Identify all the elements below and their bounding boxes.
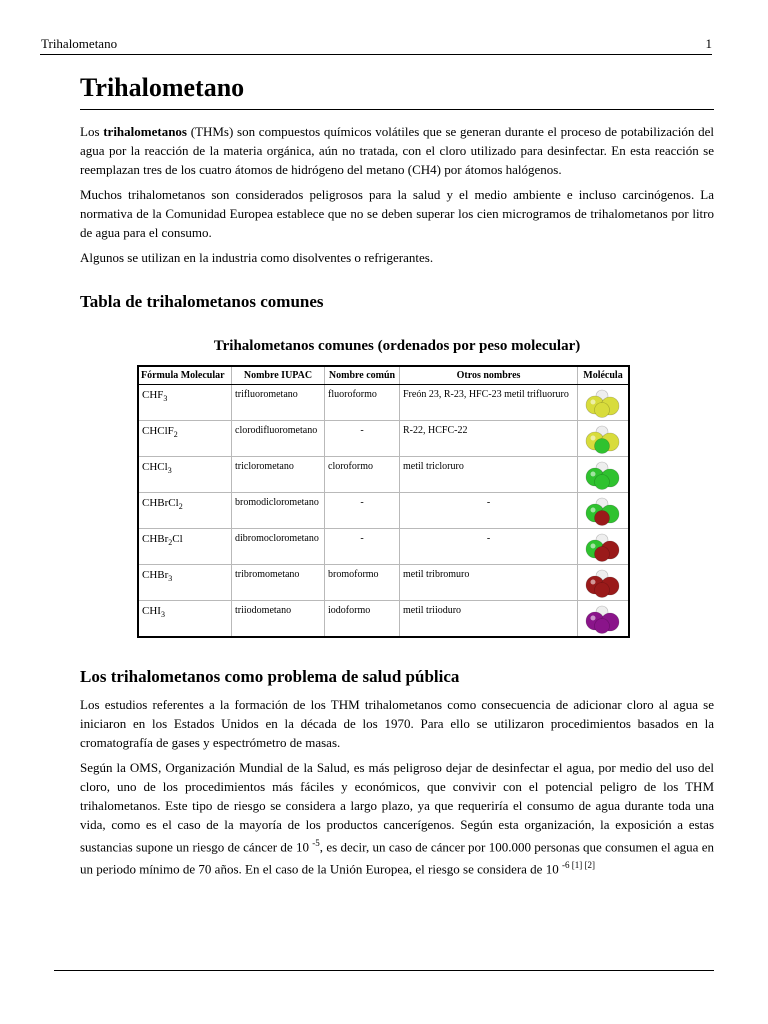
iupac-name-cell-text: triclorometano [235, 461, 294, 472]
other-names-cell-text: - [486, 533, 491, 544]
table-header-row [138, 366, 629, 385]
common-name-cell-text: bromoformo [328, 569, 379, 580]
atom-highlight [591, 579, 596, 584]
table-caption: Trihalometanos comunes (ordenados por peso molecular) [213, 338, 581, 354]
health-paragraph-2-text-b: , es decir, un caso de cáncer por 100.000 personas que consumen el agua en un periodo mínimo de 70 años. En el caso de la Unión Europea, el riesgo se considera de 10 [80, 839, 714, 877]
intro-term: trihalometanos [103, 124, 187, 139]
common-name-cell [325, 421, 400, 457]
molecule-cell [578, 385, 630, 421]
iupac-name-cell-text: triiodometano [235, 605, 292, 616]
common-name-cell-text: cloroformo [328, 461, 373, 472]
formula-cell [138, 385, 232, 421]
halogen-atom [595, 618, 610, 633]
table-row [138, 565, 629, 601]
halogen-atom [595, 474, 610, 489]
health-paragraph-2-text-a: Según la OMS, Organización Mundial de la Salud, es más peligroso dejar de desinfectar el agua, por medio del uso del cloro, uno de los procedimientos más fáciles y económicos, que convivir con el potencial peligro de los THM trihalometanos. Este tipo de riesgo se considera a largo plazo, ya que requeriría el consumo de agua durante toda una vida, como es el caso de la mayoría de los productos cancerígenos. Según esta organización, la exposición a estas sustancias supone un riesgo de cáncer de 10 [80, 760, 714, 855]
molecule-model-image [584, 604, 622, 634]
common-name-cell [325, 493, 400, 529]
formula-text: $CHI_3$ [142, 605, 165, 620]
column-header-other: Otros nombres [400, 366, 578, 385]
formula-cell [138, 601, 232, 638]
common-name-cell [325, 565, 400, 601]
table-row [138, 493, 629, 529]
other-names-cell [400, 457, 578, 493]
iupac-name-cell-text: clorodifluorometano [235, 425, 318, 436]
iupac-name-cell [232, 457, 325, 493]
other-names-cell-text: metil triioduro [403, 605, 462, 616]
formula-text: $CHF_3$ [142, 389, 168, 404]
atom-highlight [591, 399, 596, 404]
common-name-cell [325, 601, 400, 638]
molecule-cell [578, 529, 630, 565]
formula-text: CHBrCl$_2$ [142, 497, 183, 512]
common-name-cell-text: - [360, 425, 364, 436]
molecule-cell [578, 601, 630, 638]
formula-cell [138, 493, 232, 529]
health-paragraph-2 [80, 758, 714, 879]
iupac-name-cell-text: trifluorometano [235, 389, 298, 400]
common-name-cell [325, 457, 400, 493]
halogen-atom [595, 438, 610, 453]
molecule-cell [578, 565, 630, 601]
intro-lead: Los [80, 124, 104, 139]
reference-links[interactable]: [1] [2] [569, 860, 595, 871]
formula-text: CHCl$_3$ [142, 461, 172, 476]
health-paragraph-1: Los estudios referentes a la formación de los THM trihalometanos como consecuencia de adicionar cloro al agua se iniciaron en los Estados Unidos en la década de los 1970. Para ello se utilizaron procedimientos basados en la cromatografía de gases y espectrómetro de masas. [80, 697, 714, 750]
atom-highlight [591, 435, 596, 440]
section-heading-health: Los trihalometanos como problema de salud pública [80, 667, 460, 686]
other-names-cell [400, 601, 578, 638]
iupac-name-cell [232, 493, 325, 529]
intro-body: (THMs) son compuestos químicos volátiles que se generan durante el proceso de potabilización del agua por la reacción de la materia orgánica, aún no tratada, con el cloro utilizado para desinfectar. En esta reacción se reemplazan tres de los cuatro átomos de hidrógeno del metano (CH4) por átomos halógenos. [80, 124, 715, 177]
running-header-title: Trihalometano [41, 36, 118, 51]
intro-paragraph-1 [80, 122, 714, 179]
molecule-model-image [584, 568, 622, 598]
exponent-minus-6 [562, 860, 595, 870]
halogen-atom [595, 402, 610, 417]
intro-paragraph-2: Muchos trihalometanos son considerados peligrosos para la salud y el medio ambiente e incluso carcinógenos. La normativa de la Comunidad Europea establece que no se deben superar los cien microgramos de trihalometanos por litro de agua para el consumo. [80, 187, 714, 240]
table-row [138, 529, 629, 565]
iupac-name-cell [232, 601, 325, 638]
column-header-formula: Fórmula Molecular [138, 366, 232, 385]
common-name-cell-text: - [360, 533, 364, 544]
column-header-iupac: Nombre IUPAC [232, 366, 325, 385]
iupac-name-cell [232, 565, 325, 601]
molecule-model-image [584, 532, 622, 562]
halogen-atom [595, 510, 610, 525]
molecule-model-image [584, 460, 622, 490]
formula-cell [138, 565, 232, 601]
common-name-cell [325, 529, 400, 565]
iupac-name-cell [232, 421, 325, 457]
common-name-cell-text: fluoroformo [328, 389, 377, 400]
formula-cell [138, 529, 232, 565]
molecule-cell [578, 457, 630, 493]
atom-highlight [591, 507, 596, 512]
other-names-cell [400, 565, 578, 601]
iupac-name-cell-text: tribromometano [235, 569, 300, 580]
formula-cell [138, 421, 232, 457]
article-content [80, 70, 714, 879]
common-name-cell-text: iodoformo [328, 605, 371, 616]
column-header-molecule: Molécula [578, 366, 630, 385]
iupac-name-cell [232, 529, 325, 565]
molecule-cell [578, 493, 630, 529]
other-names-cell [400, 529, 578, 565]
formula-text: CHBr$_2$Cl [142, 533, 183, 548]
other-names-cell [400, 421, 578, 457]
table-row [138, 601, 629, 638]
page-number: 1 [705, 36, 712, 51]
halogen-atom [595, 582, 610, 597]
other-names-cell [400, 493, 578, 529]
other-names-cell [400, 385, 578, 421]
other-names-cell-text: Freón 23, R-23, HFC-23 metil trifluoruro [403, 389, 569, 400]
halogen-atom [595, 546, 610, 561]
column-header-common: Nombre común [325, 366, 400, 385]
other-names-cell-text: R-22, HCFC-22 [403, 425, 468, 436]
other-names-cell-text: metil tricloruro [403, 461, 464, 472]
atom-highlight [591, 471, 596, 476]
footer-rule [54, 970, 714, 971]
iupac-name-cell [232, 385, 325, 421]
table-row [138, 421, 629, 457]
common-name-cell-text: - [360, 497, 364, 508]
common-name-cell [325, 385, 400, 421]
other-names-cell-text: - [486, 497, 491, 508]
iupac-name-cell-text: bromodiclorometano [235, 497, 319, 508]
formula-cell [138, 457, 232, 493]
formula-text: CHClF$_2$ [142, 425, 178, 440]
trihalomethanes-table [137, 365, 630, 638]
section-heading-table: Tabla de trihalometanos comunes [80, 292, 324, 311]
molecule-model-image [584, 496, 622, 526]
exponent-minus-6-value: -6 [561, 860, 570, 871]
formula-text: CHBr$_3$ [142, 569, 173, 584]
atom-highlight [591, 615, 596, 620]
table-row [138, 457, 629, 493]
table-body [138, 385, 629, 638]
other-names-cell-text: metil tribromuro [403, 569, 470, 580]
molecule-model-image [584, 388, 622, 418]
intro-paragraph-3: Algunos se utilizan en la industria como disolventes o refrigerantes. [80, 250, 434, 265]
exponent-minus-5: -5 [312, 838, 320, 848]
atom-highlight [591, 543, 596, 548]
iupac-name-cell-text: dibromoclorometano [235, 533, 319, 544]
page-title: Trihalometano [80, 70, 714, 110]
molecule-cell [578, 421, 630, 457]
table-row [138, 385, 629, 421]
molecule-model-image [584, 424, 622, 454]
running-header [40, 34, 712, 55]
